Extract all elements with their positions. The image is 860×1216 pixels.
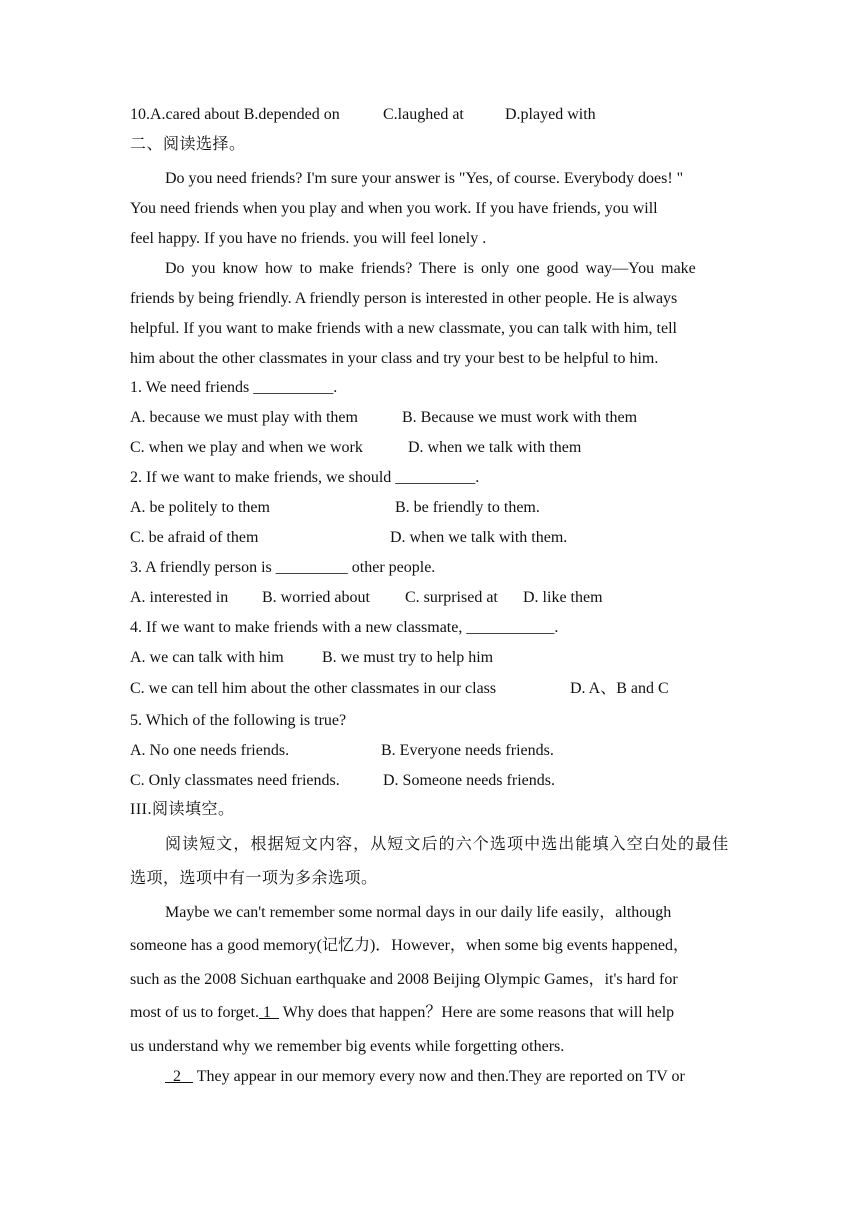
q3-option-b: B. worried about	[262, 589, 370, 606]
passage2-line3: helpful. If you want to make friends with a new classmate, you can talk with him, tell	[130, 320, 677, 337]
passage2-line1: Do you know how to make friends? There is only one good way—You make	[165, 260, 696, 277]
section-3-title: III.阅读填空。	[130, 801, 235, 818]
q5-option-a: A. No one needs friends.	[130, 742, 290, 759]
question-5: 5. Which of the following is true?	[130, 712, 347, 729]
passage2-line2: friends by being friendly. A friendly person is interested in other people. He is always	[130, 290, 678, 307]
passage1-line2: You need friends when you play and when you work. If you have friends, you will	[130, 200, 658, 217]
question-4: 4. If we want to make friends with a new classmate, ___________.	[130, 619, 559, 636]
q3-option-a: A. interested in	[130, 589, 229, 606]
passage3-line2: someone has a good memory(记忆力)．However，when some big events happened，	[130, 937, 689, 954]
q2-option-a: A. be politely to them	[130, 499, 270, 516]
passage1-line1: Do you need friends? I'm sure your answer is "Yes, of course. Everybody does! "	[165, 170, 684, 187]
q1-option-a: A. because we must play with them	[130, 409, 358, 426]
passage1-line3: feel happy. If you have no friends. you will feel lonely .	[130, 230, 487, 247]
passage4-line1	[165, 1067, 685, 1087]
blank-1: 1	[259, 1004, 280, 1021]
q2-option-d: D. when we talk with them.	[390, 529, 568, 546]
q10-options-ab: 10.A.cared about B.depended on	[130, 106, 340, 123]
passage4-line1-text: They appear in our memory every now and then.They are reported on TV or	[193, 1068, 685, 1085]
q4-option-d: D. A、B and C	[570, 680, 669, 697]
question-3: 3. A friendly person is _________ other people.	[130, 559, 436, 576]
instruction-line1: 阅读短文，根据短文内容，从短文后的六个选项中选出能填入空白处的最佳	[165, 836, 730, 853]
q10-option-c: C.laughed at	[383, 106, 464, 123]
passage3-line3: such as the 2008 Sichuan earthquake and 2008 Beijing Olympic Games，it's hard for	[130, 971, 678, 988]
passage3-line4-text-after: Why does that happen？Here are some reasons that will help	[279, 1004, 675, 1021]
q5-option-d: D. Someone needs friends.	[383, 772, 555, 789]
q4-option-a: A. we can talk with him	[130, 649, 284, 666]
q1-option-b: B. Because we must work with them	[402, 409, 638, 426]
passage3-line4	[130, 1003, 674, 1023]
passage2-line4: him about the other classmates in your class and try your best to be helpful to him.	[130, 350, 659, 367]
q2-option-c: C. be afraid of them	[130, 529, 259, 546]
q5-option-c: C. Only classmates need friends.	[130, 772, 340, 789]
q2-option-b: B. be friendly to them.	[395, 499, 540, 516]
q1-option-d: D. when we talk with them	[408, 439, 582, 456]
q10-option-d: D.played with	[505, 106, 596, 123]
instruction-line2: 选项，选项中有一项为多余选项。	[130, 870, 378, 887]
passage3-line5: us understand why we remember big events while forgetting others.	[130, 1038, 565, 1055]
q5-option-b: B. Everyone needs friends.	[381, 742, 554, 759]
q3-option-c: C. surprised at	[405, 589, 498, 606]
question-1: 1. We need friends __________.	[130, 379, 338, 396]
q4-option-b: B. we must try to help him	[322, 649, 494, 666]
passage3-line4-text-before: most of us to forget.	[130, 1004, 260, 1021]
question-2: 2. If we want to make friends, we should __________.	[130, 469, 480, 486]
section-2-title: 二、阅读选择。	[130, 136, 246, 153]
q3-option-d: D. like them	[523, 589, 603, 606]
q1-option-c: C. when we play and when we work	[130, 439, 363, 456]
q4-option-c: C. we can tell him about the other classmates in our class	[130, 680, 497, 697]
passage3-line1: Maybe we can't remember some normal days in our daily life easily，although	[165, 904, 672, 921]
blank-2: 2	[165, 1068, 193, 1085]
